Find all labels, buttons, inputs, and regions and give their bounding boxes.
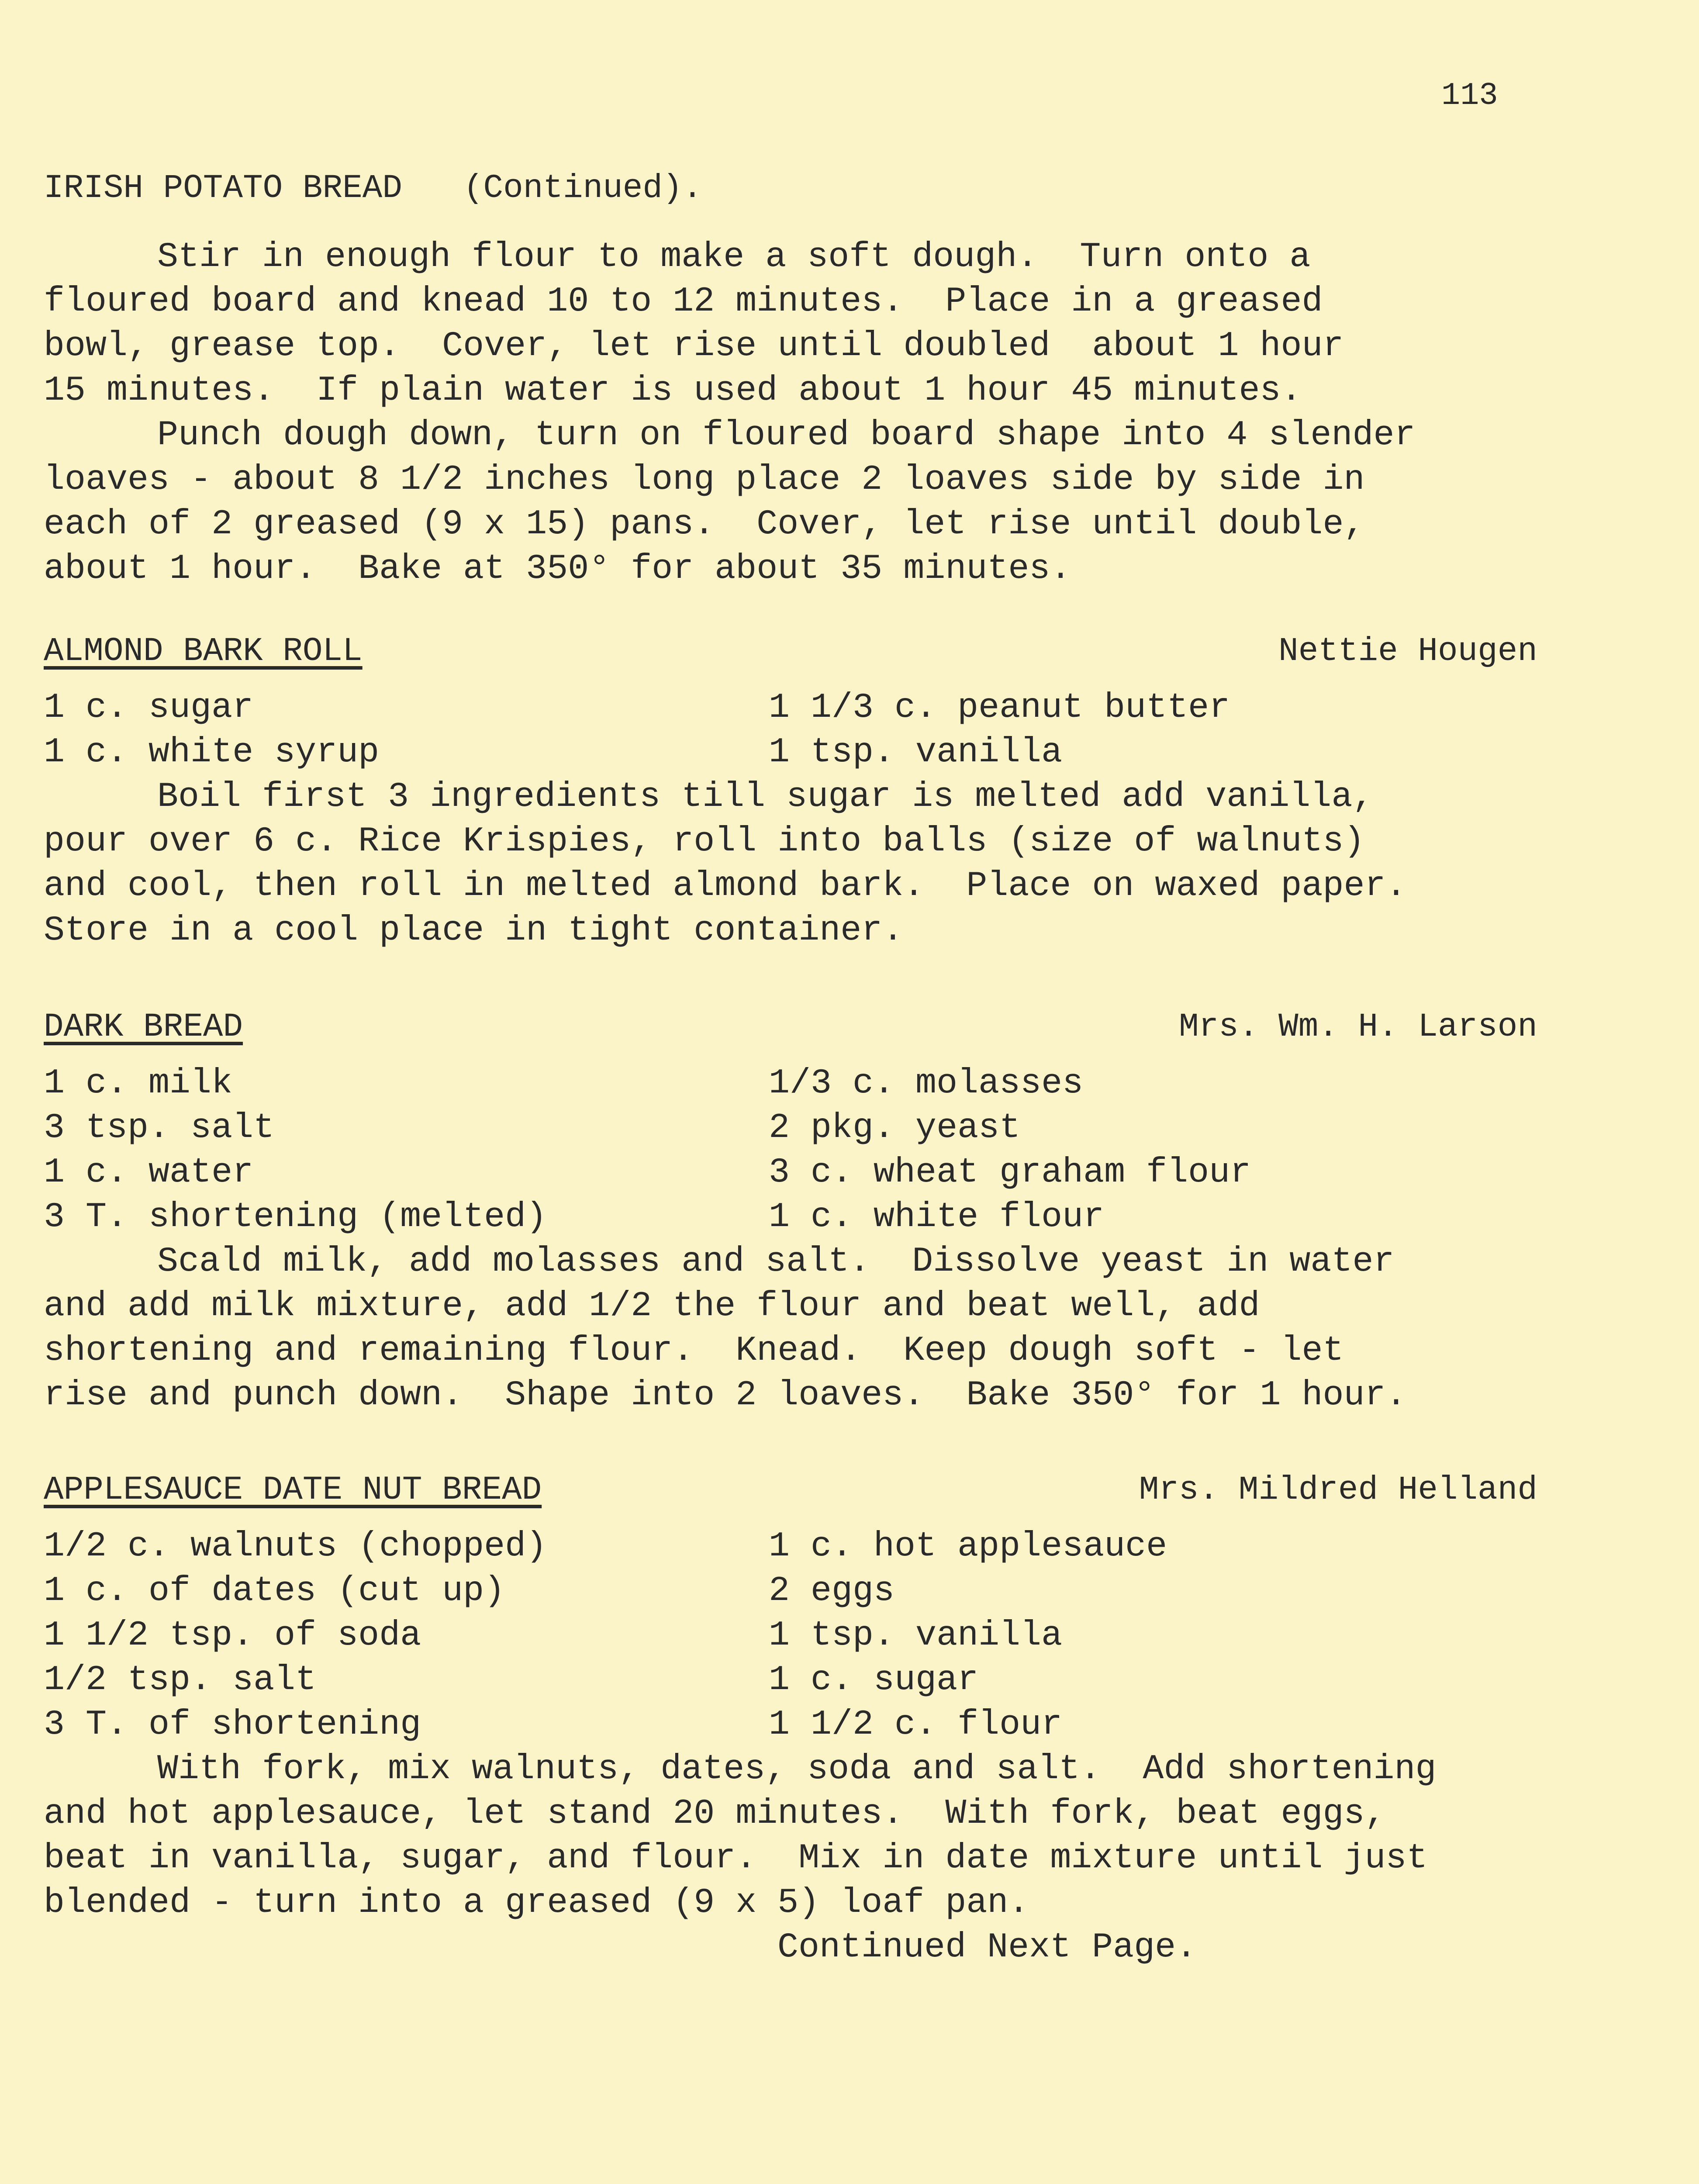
ingredient: 2 eggs xyxy=(769,1571,895,1611)
recipe-almond-bark-roll xyxy=(44,629,1537,953)
ingredient: 1 c. hot applesauce xyxy=(769,1527,1167,1566)
recipe-title: APPLESAUCE DATE NUT BREAD xyxy=(44,1471,542,1509)
ingredient-row xyxy=(44,730,1537,775)
ingredient: 1 tsp. vanilla xyxy=(769,733,1063,772)
ingredient: 1/3 c. molasses xyxy=(769,1064,1084,1103)
instruction-line: bowl, grease top. Cover, let rise until doubled about 1 hour xyxy=(44,326,1344,366)
instruction-line: and add milk mixture, add 1/2 the flour and beat well, add xyxy=(44,1286,1260,1326)
continued-next-page: Continued Next Page. xyxy=(777,1928,1197,1967)
recipe-header xyxy=(44,1468,1537,1512)
instruction-line: blended - turn into a greased (9 x 5) loaf pan. xyxy=(44,1883,1029,1923)
ingredient-list xyxy=(44,686,1537,775)
ingredient: 1 c. sugar xyxy=(769,1660,979,1700)
recipe-header xyxy=(44,629,1537,674)
ingredient: 1 1/3 c. peanut butter xyxy=(769,688,1230,728)
instruction-line: floured board and knead 10 to 12 minutes. Place in a greased xyxy=(44,282,1323,321)
page-number: 113 xyxy=(1441,78,1498,114)
ingredient: 2 pkg. yeast xyxy=(769,1108,1021,1148)
instruction-line: With fork, mix walnuts, dates, soda and salt. Add shortening xyxy=(157,1749,1437,1789)
ingredient-row xyxy=(44,1614,1537,1658)
ingredient: 1 1/2 c. flour xyxy=(769,1705,1063,1745)
ingredient-row xyxy=(44,1106,1537,1151)
ingredient: 1/2 tsp. salt xyxy=(44,1660,317,1700)
recipe-dark-bread xyxy=(44,1005,1537,1418)
ingredient: 1 c. sugar xyxy=(44,688,254,728)
ingredient-row xyxy=(44,686,1537,730)
recipe-title: DARK BREAD xyxy=(44,1008,243,1046)
ingredient: 1/2 c. walnuts (chopped) xyxy=(44,1527,547,1566)
ingredient-list xyxy=(44,1061,1537,1240)
recipe-irish-potato-bread xyxy=(44,166,1537,591)
ingredient: 3 c. wheat graham flour xyxy=(769,1153,1251,1192)
instruction-line: 15 minutes. If plain water is used about 1 hour 45 minutes. xyxy=(44,371,1302,411)
instruction-line: Boil first 3 ingredients till sugar is melted add vanilla, xyxy=(157,777,1374,817)
ingredient: 1 c. white flour xyxy=(769,1197,1105,1237)
instruction-line: pour over 6 c. Rice Krispies, roll into balls (size of walnuts) xyxy=(44,822,1365,861)
ingredient-list xyxy=(44,1524,1537,1747)
ingredient: 1 1/2 tsp. of soda xyxy=(44,1616,421,1655)
instruction-line: rise and punch down. Shape into 2 loaves. Bake 350° for 1 hour. xyxy=(44,1375,1407,1415)
instruction-line: Scald milk, add molasses and salt. Dissolve yeast in water xyxy=(157,1242,1395,1282)
recipe-header xyxy=(44,1005,1537,1049)
ingredient-row xyxy=(44,1703,1537,1747)
recipe-author: Mrs. Mildred Helland xyxy=(1139,1471,1537,1509)
instruction-line: about 1 hour. Bake at 350° for about 35 minutes. xyxy=(44,549,1071,589)
ingredient: 1 c. white syrup xyxy=(44,733,380,772)
ingredient-row xyxy=(44,1658,1537,1703)
continued-label: (Continued). xyxy=(463,169,703,207)
instruction-line: Punch dough down, turn on floured board shape into 4 slender xyxy=(157,415,1416,455)
ingredient-row xyxy=(44,1061,1537,1106)
instruction-line: each of 2 greased (9 x 15) pans. Cover, let rise until double, xyxy=(44,505,1365,544)
recipe-header xyxy=(44,166,1537,211)
recipe-title: IRISH POTATO BREAD (Continued). xyxy=(44,169,703,207)
ingredient: 1 c. water xyxy=(44,1153,254,1192)
instruction-line: and cool, then roll in melted almond bark. Place on waxed paper. xyxy=(44,866,1407,906)
ingredient: 1 tsp. vanilla xyxy=(769,1616,1063,1655)
instruction-line: Stir in enough flour to make a soft dough. Turn onto a xyxy=(157,237,1311,277)
instruction-line: loaves - about 8 1/2 inches long place 2 loaves side by side in xyxy=(44,460,1365,500)
ingredient: 1 c. milk xyxy=(44,1064,233,1103)
ingredient-row xyxy=(44,1195,1537,1240)
instruction-line: and hot applesauce, let stand 20 minutes. With fork, beat eggs, xyxy=(44,1794,1386,1834)
recipe-title: ALMOND BARK ROLL xyxy=(44,632,363,670)
ingredient: 3 T. shortening (melted) xyxy=(44,1197,547,1237)
ingredient: 3 tsp. salt xyxy=(44,1108,275,1148)
instruction-line: Store in a cool place in tight container. xyxy=(44,911,904,950)
recipe-author: Mrs. Wm. H. Larson xyxy=(1179,1008,1537,1046)
recipe-author: Nettie Hougen xyxy=(1278,632,1537,670)
instruction-line: shortening and remaining flour. Knead. Keep dough soft - let xyxy=(44,1331,1344,1371)
ingredient-row xyxy=(44,1151,1537,1195)
ingredient: 1 c. of dates (cut up) xyxy=(44,1571,505,1611)
ingredient-row xyxy=(44,1524,1537,1569)
ingredient: 3 T. of shortening xyxy=(44,1705,421,1745)
instruction-line: beat in vanilla, sugar, and flour. Mix in date mixture until just xyxy=(44,1838,1428,1878)
ingredient-row xyxy=(44,1569,1537,1614)
recipe-applesauce-date-nut-bread xyxy=(44,1468,1537,1970)
